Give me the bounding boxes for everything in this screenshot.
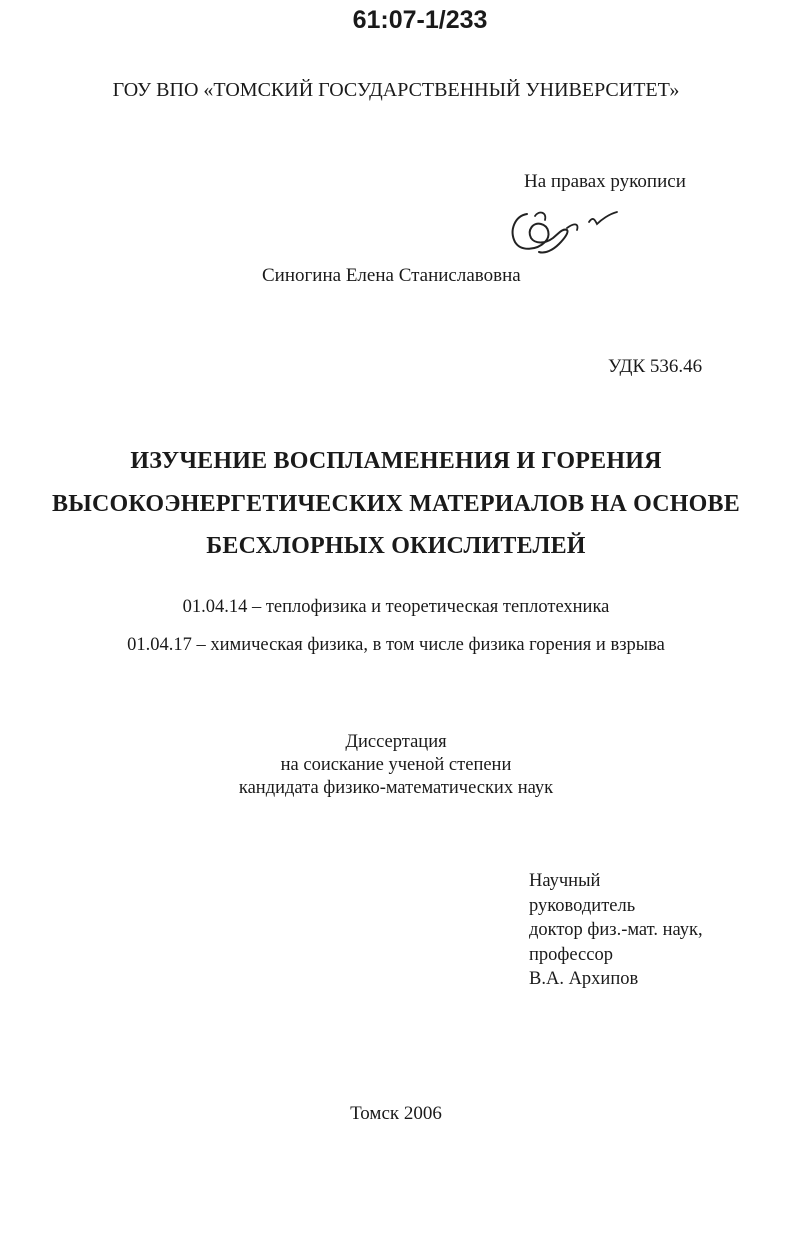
degree-statement-line: на соискание ученой степени [280,755,512,775]
supervisor-line: Научный [529,871,601,891]
degree-statement-line: кандидата физико-математических наук [238,778,554,798]
catalog-number: 61:07-1/233 [352,6,488,34]
thesis-title-line: ВЫСОКОЭНЕРГЕТИЧЕСКИХ МАТЕРИАЛОВ НА ОСНОВЕ [52,491,740,517]
thesis-title-line: ИЗУЧЕНИЕ ВОСПЛАМЕНЕНИЯ И ГОРЕНИЯ [130,448,662,474]
supervisor-block [529,869,703,992]
thesis-title-line: БЕСХЛОРНЫХ ОКИСЛИТЕЛЕЙ [206,533,586,559]
supervisor-line: руководитель [529,895,636,916]
specialty-code: 01.04.14 – теплофизика и теоретическая теплотехника [182,597,610,617]
supervisor-line: доктор физ.-мат. наук, [529,920,703,940]
university-name: ГОУ ВПО «ТОМСКИЙ ГОСУДАРСТВЕННЫЙ УНИВЕРСИТЕТ» [112,79,680,101]
supervisor-line: профессор [529,944,613,965]
place-and-year: Томск 2006 [350,1103,442,1124]
manuscript-note: На правах рукописи [524,171,686,192]
degree-statement-line: Диссертация [345,732,447,752]
specialty-code: 01.04.17 – химическая физика, в том числе физика горения и взрыва [127,635,665,655]
supervisor-name: В.А. Архипов [529,969,639,989]
udc-code: УДК 536.46 [608,356,703,377]
author-signature [505,200,625,260]
author-name: Синогина Елена Станиславовна [262,265,521,286]
